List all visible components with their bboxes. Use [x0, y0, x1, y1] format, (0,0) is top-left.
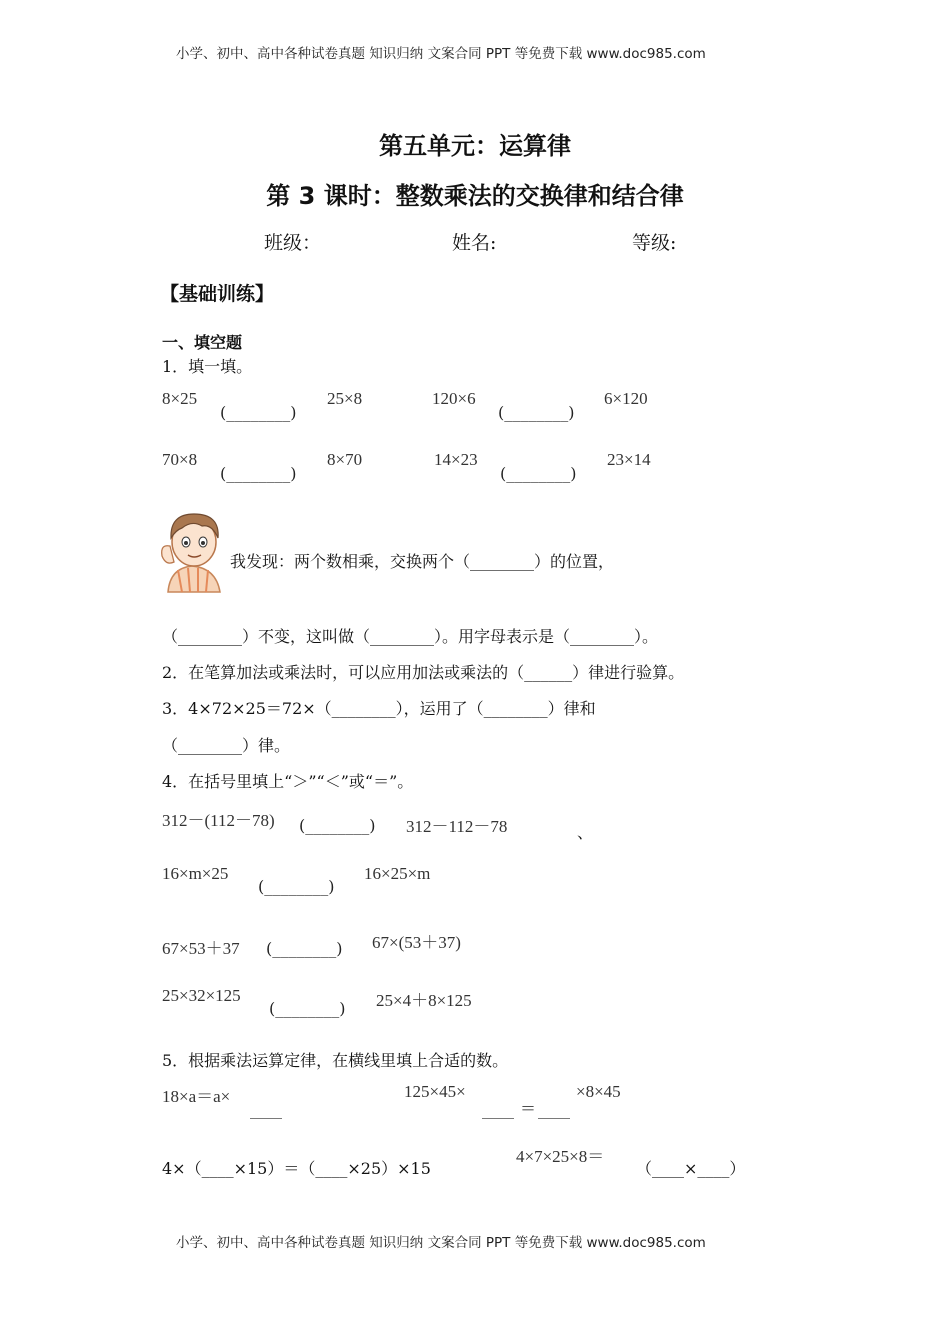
- class-label: 班级：: [264, 232, 322, 254]
- q5-fill-blank-pair[interactable]: （____×____）: [636, 1159, 746, 1178]
- q4-expr-left: 67×53＋37: [162, 939, 240, 958]
- question-3-line-2: （________）律。: [162, 736, 291, 755]
- q5-fill-blank[interactable]: ____: [250, 1100, 282, 1119]
- q4-expr-left: 312－(112－78): [162, 811, 275, 830]
- q5-equation-2-tail: ×8×45: [576, 1082, 621, 1101]
- q1-expr-left: 8×25: [162, 389, 198, 408]
- q4-expr-left: 25×32×125: [162, 986, 241, 1005]
- q5-fill-blank[interactable]: ____: [482, 1100, 514, 1119]
- boy-thinking-illustration: [158, 508, 230, 594]
- page-footer: 小学、初中、高中各种试卷真题 知识归纳 文案合同 PPT 等免费下载 www.doc985.com: [176, 1235, 706, 1251]
- question-4-label: 4．在括号里填上“＞”“＜”或“＝”。: [162, 772, 414, 791]
- question-2: 2．在笔算加法或乘法时，可以应用加法或乘法的（______）律进行验算。: [162, 663, 685, 682]
- q1-answer-blank[interactable]: (________): [498, 403, 575, 422]
- q4-expr-right: 25×4＋8×125: [376, 991, 472, 1010]
- q1-expr-right: 8×70: [327, 450, 363, 469]
- page-subtitle: 第 3 课时：整数乘法的交换律和结合律: [266, 182, 684, 210]
- grade-label: 等级:: [632, 232, 677, 254]
- q1-answer-blank[interactable]: (________): [220, 403, 297, 422]
- q1-expr-right: 25×8: [327, 389, 363, 408]
- q5-equals-sign: ＝: [520, 1099, 537, 1118]
- q4-expr-right: 67×(53＋37): [372, 933, 461, 952]
- q1-expr-right: 6×120: [604, 389, 648, 408]
- q5-equation-3: 4×（____×15）＝（____×25）×15: [162, 1159, 431, 1178]
- question-5-label: 5．根据乘法运算定律，在横线里填上合适的数。: [162, 1051, 509, 1070]
- q5-equation-4: 4×7×25×8＝: [516, 1147, 605, 1166]
- q4-answer-blank[interactable]: (________): [269, 999, 346, 1018]
- q4-answer-blank[interactable]: (________): [299, 816, 376, 835]
- part-heading: 一、填空题: [162, 333, 243, 352]
- question-1-label: 1．填一填。: [162, 357, 253, 376]
- q4-expr-right: 16×25×m: [364, 864, 431, 883]
- question-3-line-1: 3．4×72×25＝72×（________），运用了（________）律和: [162, 699, 596, 718]
- q5-equation-2: 125×45×: [404, 1082, 466, 1101]
- q1-answer-blank[interactable]: (________): [500, 464, 577, 483]
- q1-expr-left: 70×8: [162, 450, 198, 469]
- q5-equation-1: 18×a＝a×: [162, 1087, 231, 1106]
- enumeration-comma: 、: [577, 823, 594, 842]
- q4-answer-blank[interactable]: (________): [266, 939, 343, 958]
- q1-answer-blank[interactable]: (________): [220, 464, 297, 483]
- q1-expr-left: 120×6: [432, 389, 476, 408]
- q4-expr-right: 312－112－78: [406, 817, 508, 836]
- name-label: 姓名:: [452, 232, 497, 254]
- q4-answer-blank[interactable]: (________): [258, 877, 335, 896]
- q5-fill-blank[interactable]: ____: [538, 1100, 570, 1119]
- q1-expr-right: 23×14: [607, 450, 651, 469]
- page-title: 第五单元：运算律: [379, 132, 571, 160]
- section-heading: 【基础训练】: [160, 283, 275, 305]
- discovery-line-1: 我发现：两个数相乘，交换两个（________）的位置，: [230, 552, 615, 571]
- q1-expr-left: 14×23: [434, 450, 478, 469]
- discovery-line-2: （________）不变，这叫做（________）。用字母表示是（________）。: [162, 627, 659, 646]
- q4-expr-left: 16×m×25: [162, 864, 229, 883]
- page-header: 小学、初中、高中各种试卷真题 知识归纳 文案合同 PPT 等免费下载 www.doc985.com: [176, 46, 706, 62]
